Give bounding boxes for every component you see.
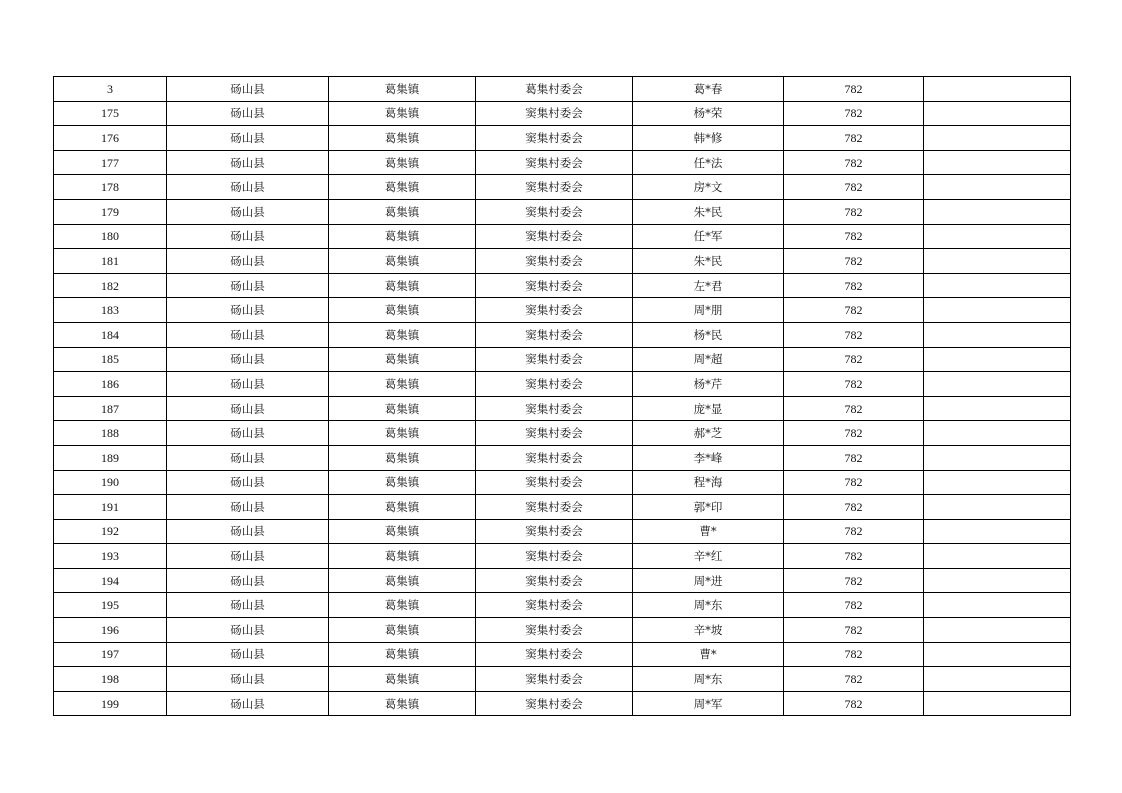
county-cell: 砀山县 xyxy=(167,347,329,372)
village-cell: 窦集村委会 xyxy=(476,347,633,372)
amount-cell: 782 xyxy=(784,618,924,643)
subsidy-list-table xyxy=(53,76,1071,716)
person-name-cell: 房*文 xyxy=(633,175,784,200)
note-cell xyxy=(924,150,1071,175)
town-cell: 葛集镇 xyxy=(329,322,476,347)
county-cell: 砀山县 xyxy=(167,298,329,323)
row-number-cell: 197 xyxy=(54,642,167,667)
town-cell: 葛集镇 xyxy=(329,273,476,298)
county-cell: 砀山县 xyxy=(167,77,329,102)
person-name-cell: 庞*显 xyxy=(633,396,784,421)
town-cell: 葛集镇 xyxy=(329,519,476,544)
amount-cell: 782 xyxy=(784,568,924,593)
row-number-cell: 192 xyxy=(54,519,167,544)
amount-cell: 782 xyxy=(784,101,924,126)
amount-cell: 782 xyxy=(784,421,924,446)
row-number-cell: 3 xyxy=(54,77,167,102)
note-cell xyxy=(924,445,1071,470)
county-cell: 砀山县 xyxy=(167,691,329,716)
county-cell: 砀山县 xyxy=(167,101,329,126)
town-cell: 葛集镇 xyxy=(329,618,476,643)
town-cell: 葛集镇 xyxy=(329,372,476,397)
village-cell: 窦集村委会 xyxy=(476,126,633,151)
person-name-cell: 杨*荣 xyxy=(633,101,784,126)
amount-cell: 782 xyxy=(784,298,924,323)
row-number-cell: 182 xyxy=(54,273,167,298)
note-cell xyxy=(924,199,1071,224)
row-number-cell: 183 xyxy=(54,298,167,323)
county-cell: 砀山县 xyxy=(167,642,329,667)
town-cell: 葛集镇 xyxy=(329,421,476,446)
person-name-cell: 曹* xyxy=(633,519,784,544)
village-cell: 窦集村委会 xyxy=(476,273,633,298)
table-row xyxy=(54,421,1071,446)
table-row xyxy=(54,593,1071,618)
town-cell: 葛集镇 xyxy=(329,568,476,593)
village-cell: 窦集村委会 xyxy=(476,593,633,618)
person-name-cell: 辛*坡 xyxy=(633,618,784,643)
town-cell: 葛集镇 xyxy=(329,77,476,102)
village-cell: 窦集村委会 xyxy=(476,298,633,323)
note-cell xyxy=(924,618,1071,643)
row-number-cell: 181 xyxy=(54,249,167,274)
table-row xyxy=(54,175,1071,200)
person-name-cell: 韩*修 xyxy=(633,126,784,151)
amount-cell: 782 xyxy=(784,544,924,569)
amount-cell: 782 xyxy=(784,77,924,102)
table-row xyxy=(54,126,1071,151)
note-cell xyxy=(924,667,1071,692)
village-cell: 窦集村委会 xyxy=(476,224,633,249)
town-cell: 葛集镇 xyxy=(329,691,476,716)
note-cell xyxy=(924,126,1071,151)
person-name-cell: 周*军 xyxy=(633,691,784,716)
village-cell: 窦集村委会 xyxy=(476,691,633,716)
table-row xyxy=(54,445,1071,470)
table-row xyxy=(54,519,1071,544)
person-name-cell: 杨*民 xyxy=(633,322,784,347)
person-name-cell: 任*军 xyxy=(633,224,784,249)
table-row xyxy=(54,642,1071,667)
amount-cell: 782 xyxy=(784,445,924,470)
row-number-cell: 199 xyxy=(54,691,167,716)
row-number-cell: 188 xyxy=(54,421,167,446)
village-cell: 窦集村委会 xyxy=(476,618,633,643)
table-row xyxy=(54,470,1071,495)
note-cell xyxy=(924,372,1071,397)
village-cell: 窦集村委会 xyxy=(476,421,633,446)
town-cell: 葛集镇 xyxy=(329,642,476,667)
village-cell: 窦集村委会 xyxy=(476,199,633,224)
row-number-cell: 179 xyxy=(54,199,167,224)
county-cell: 砀山县 xyxy=(167,593,329,618)
table-body xyxy=(54,77,1071,716)
note-cell xyxy=(924,691,1071,716)
town-cell: 葛集镇 xyxy=(329,396,476,421)
person-name-cell: 杨*芹 xyxy=(633,372,784,397)
table-row xyxy=(54,618,1071,643)
county-cell: 砀山县 xyxy=(167,249,329,274)
amount-cell: 782 xyxy=(784,347,924,372)
table-row xyxy=(54,495,1071,520)
note-cell xyxy=(924,224,1071,249)
table-row xyxy=(54,667,1071,692)
note-cell xyxy=(924,519,1071,544)
amount-cell: 782 xyxy=(784,593,924,618)
table-row xyxy=(54,273,1071,298)
table-row xyxy=(54,224,1071,249)
table-row xyxy=(54,249,1071,274)
note-cell xyxy=(924,77,1071,102)
person-name-cell: 任*法 xyxy=(633,150,784,175)
amount-cell: 782 xyxy=(784,642,924,667)
town-cell: 葛集镇 xyxy=(329,347,476,372)
note-cell xyxy=(924,396,1071,421)
person-name-cell: 左*君 xyxy=(633,273,784,298)
town-cell: 葛集镇 xyxy=(329,199,476,224)
amount-cell: 782 xyxy=(784,519,924,544)
county-cell: 砀山县 xyxy=(167,470,329,495)
row-number-cell: 176 xyxy=(54,126,167,151)
table-row xyxy=(54,77,1071,102)
village-cell: 窦集村委会 xyxy=(476,396,633,421)
person-name-cell: 程*海 xyxy=(633,470,784,495)
note-cell xyxy=(924,495,1071,520)
person-name-cell: 周*进 xyxy=(633,568,784,593)
village-cell: 窦集村委会 xyxy=(476,322,633,347)
town-cell: 葛集镇 xyxy=(329,495,476,520)
table-row xyxy=(54,372,1071,397)
table-row xyxy=(54,544,1071,569)
town-cell: 葛集镇 xyxy=(329,175,476,200)
note-cell xyxy=(924,642,1071,667)
village-cell: 窦集村委会 xyxy=(476,642,633,667)
village-cell: 窦集村委会 xyxy=(476,519,633,544)
amount-cell: 782 xyxy=(784,372,924,397)
amount-cell: 782 xyxy=(784,126,924,151)
person-name-cell: 葛*春 xyxy=(633,77,784,102)
person-name-cell: 辛*红 xyxy=(633,544,784,569)
note-cell xyxy=(924,249,1071,274)
note-cell xyxy=(924,593,1071,618)
amount-cell: 782 xyxy=(784,249,924,274)
county-cell: 砀山县 xyxy=(167,445,329,470)
note-cell xyxy=(924,101,1071,126)
amount-cell: 782 xyxy=(784,175,924,200)
amount-cell: 782 xyxy=(784,224,924,249)
village-cell: 窦集村委会 xyxy=(476,150,633,175)
village-cell: 窦集村委会 xyxy=(476,667,633,692)
note-cell xyxy=(924,421,1071,446)
note-cell xyxy=(924,544,1071,569)
amount-cell: 782 xyxy=(784,150,924,175)
village-cell: 窦集村委会 xyxy=(476,445,633,470)
row-number-cell: 198 xyxy=(54,667,167,692)
table-row xyxy=(54,322,1071,347)
row-number-cell: 178 xyxy=(54,175,167,200)
county-cell: 砀山县 xyxy=(167,667,329,692)
row-number-cell: 175 xyxy=(54,101,167,126)
town-cell: 葛集镇 xyxy=(329,101,476,126)
row-number-cell: 180 xyxy=(54,224,167,249)
county-cell: 砀山县 xyxy=(167,519,329,544)
amount-cell: 782 xyxy=(784,396,924,421)
amount-cell: 782 xyxy=(784,470,924,495)
note-cell xyxy=(924,298,1071,323)
town-cell: 葛集镇 xyxy=(329,667,476,692)
row-number-cell: 186 xyxy=(54,372,167,397)
person-name-cell: 周*超 xyxy=(633,347,784,372)
row-number-cell: 196 xyxy=(54,618,167,643)
row-number-cell: 185 xyxy=(54,347,167,372)
row-number-cell: 190 xyxy=(54,470,167,495)
row-number-cell: 193 xyxy=(54,544,167,569)
table-row xyxy=(54,691,1071,716)
note-cell xyxy=(924,347,1071,372)
row-number-cell: 194 xyxy=(54,568,167,593)
person-name-cell: 朱*民 xyxy=(633,249,784,274)
county-cell: 砀山县 xyxy=(167,372,329,397)
county-cell: 砀山县 xyxy=(167,618,329,643)
town-cell: 葛集镇 xyxy=(329,445,476,470)
county-cell: 砀山县 xyxy=(167,421,329,446)
county-cell: 砀山县 xyxy=(167,273,329,298)
county-cell: 砀山县 xyxy=(167,126,329,151)
note-cell xyxy=(924,322,1071,347)
village-cell: 窦集村委会 xyxy=(476,495,633,520)
amount-cell: 782 xyxy=(784,495,924,520)
village-cell: 窦集村委会 xyxy=(476,544,633,569)
town-cell: 葛集镇 xyxy=(329,593,476,618)
row-number-cell: 189 xyxy=(54,445,167,470)
village-cell: 窦集村委会 xyxy=(476,249,633,274)
village-cell: 葛集村委会 xyxy=(476,77,633,102)
town-cell: 葛集镇 xyxy=(329,470,476,495)
county-cell: 砀山县 xyxy=(167,150,329,175)
village-cell: 窦集村委会 xyxy=(476,101,633,126)
person-name-cell: 郝*芝 xyxy=(633,421,784,446)
county-cell: 砀山县 xyxy=(167,175,329,200)
table-row xyxy=(54,199,1071,224)
note-cell xyxy=(924,568,1071,593)
town-cell: 葛集镇 xyxy=(329,298,476,323)
town-cell: 葛集镇 xyxy=(329,224,476,249)
note-cell xyxy=(924,470,1071,495)
row-number-cell: 191 xyxy=(54,495,167,520)
village-cell: 窦集村委会 xyxy=(476,175,633,200)
person-name-cell: 朱*民 xyxy=(633,199,784,224)
amount-cell: 782 xyxy=(784,691,924,716)
amount-cell: 782 xyxy=(784,199,924,224)
note-cell xyxy=(924,175,1071,200)
town-cell: 葛集镇 xyxy=(329,126,476,151)
person-name-cell: 周*东 xyxy=(633,667,784,692)
table-row xyxy=(54,396,1071,421)
table-row xyxy=(54,347,1071,372)
county-cell: 砀山县 xyxy=(167,396,329,421)
village-cell: 窦集村委会 xyxy=(476,568,633,593)
row-number-cell: 177 xyxy=(54,150,167,175)
county-cell: 砀山县 xyxy=(167,495,329,520)
row-number-cell: 184 xyxy=(54,322,167,347)
village-cell: 窦集村委会 xyxy=(476,372,633,397)
county-cell: 砀山县 xyxy=(167,568,329,593)
note-cell xyxy=(924,273,1071,298)
county-cell: 砀山县 xyxy=(167,322,329,347)
village-cell: 窦集村委会 xyxy=(476,470,633,495)
row-number-cell: 187 xyxy=(54,396,167,421)
amount-cell: 782 xyxy=(784,322,924,347)
table-row xyxy=(54,101,1071,126)
person-name-cell: 曹* xyxy=(633,642,784,667)
amount-cell: 782 xyxy=(784,667,924,692)
table-row xyxy=(54,298,1071,323)
person-name-cell: 郭*印 xyxy=(633,495,784,520)
county-cell: 砀山县 xyxy=(167,199,329,224)
person-name-cell: 周*东 xyxy=(633,593,784,618)
person-name-cell: 周*朋 xyxy=(633,298,784,323)
row-number-cell: 195 xyxy=(54,593,167,618)
town-cell: 葛集镇 xyxy=(329,544,476,569)
table-row xyxy=(54,150,1071,175)
town-cell: 葛集镇 xyxy=(329,150,476,175)
town-cell: 葛集镇 xyxy=(329,249,476,274)
county-cell: 砀山县 xyxy=(167,544,329,569)
table-row xyxy=(54,568,1071,593)
person-name-cell: 李*峰 xyxy=(633,445,784,470)
county-cell: 砀山县 xyxy=(167,224,329,249)
amount-cell: 782 xyxy=(784,273,924,298)
